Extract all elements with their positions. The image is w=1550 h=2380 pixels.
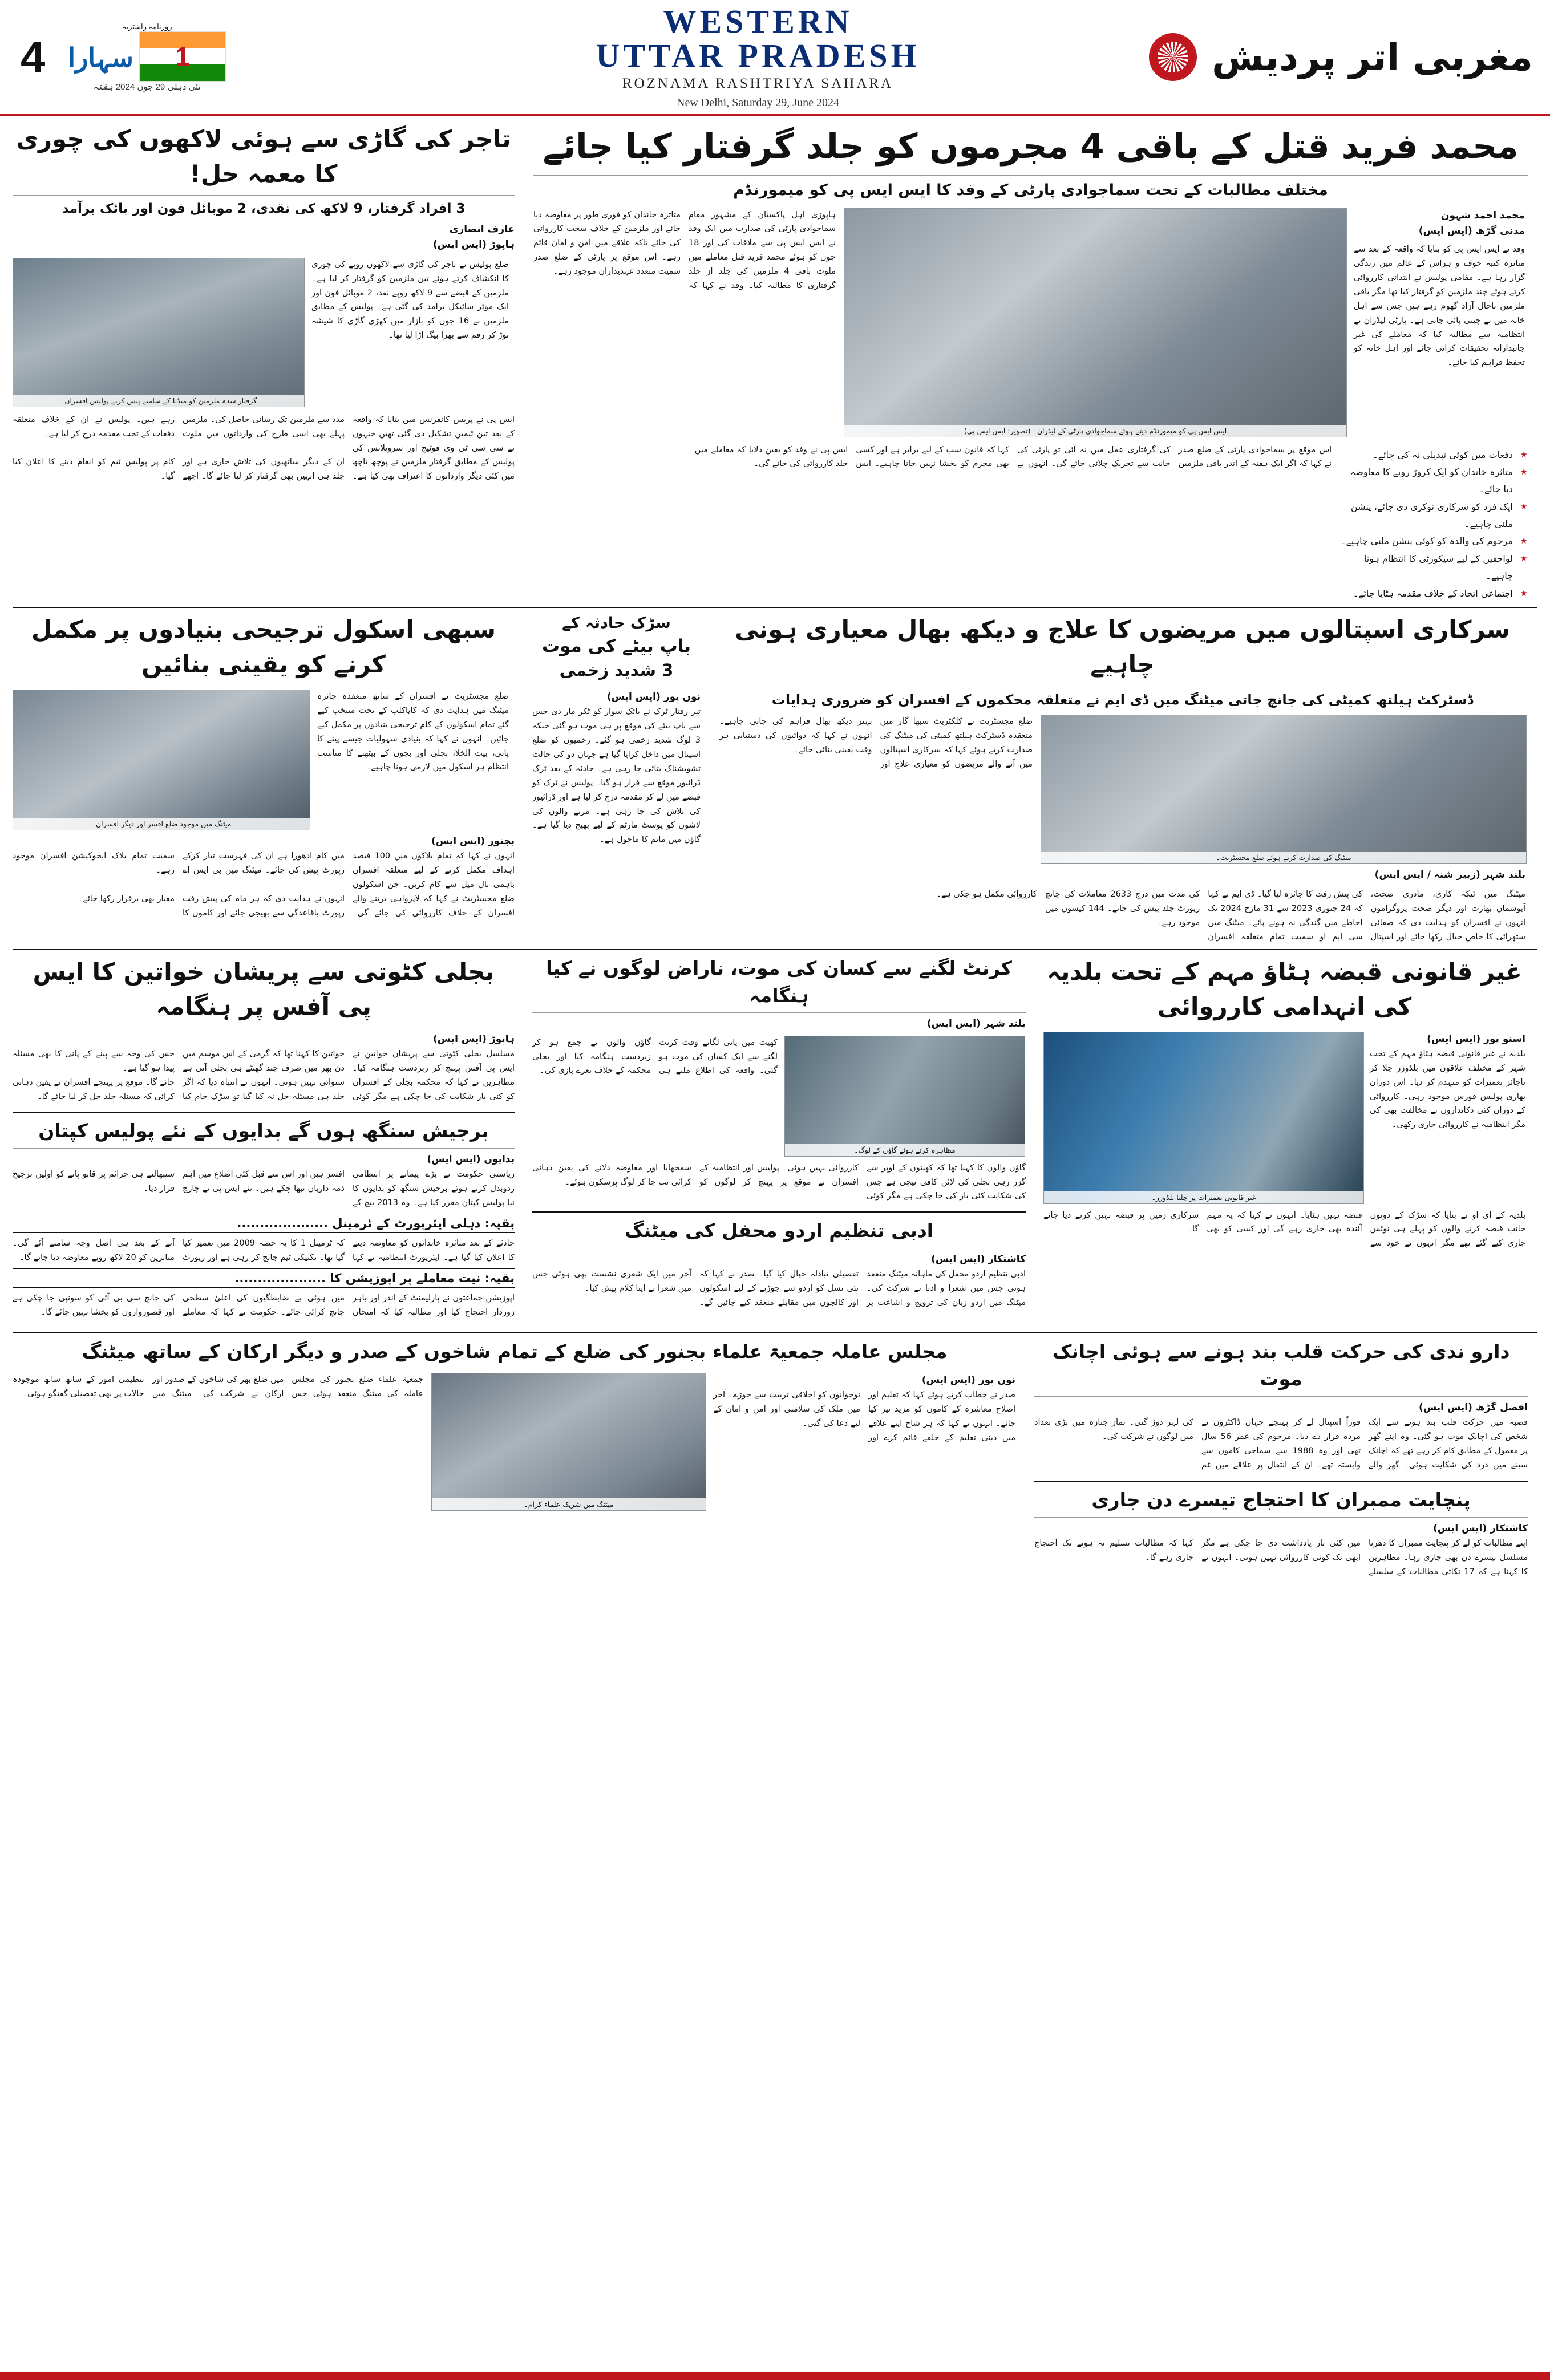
accident-headline-1: سڑک حادثہ کے	[562, 614, 671, 632]
bulldozer-headline: غیر قانونی قبضہ ہٹاؤ مہم کے تحت بلدیہ کی انہدامی کارروائی	[1047, 957, 1522, 1020]
electric-body-1: مسلسل بجلی کٹوتی سے پریشان خواتین نے ایس پی آفس پہنچ کر زبردست ہنگامہ کیا۔ خواتین کا کہنا تھا کہ گرمی کے اس موسم میں دن بھر میں صرف چند گھنٹے ہی بجلی آتی ہے جس کی وجہ سے پینے کے پانی کا بھی مسئلہ پیدا ہو گیا ہے۔	[13, 1049, 515, 1073]
second-block	[13, 613, 1537, 944]
police-headline: برجیش سنگھ ہوں گے بدایوں کے نئے پولیس کپتان	[38, 1120, 489, 1142]
demand-item: ★ متاثرہ خاندان کو ایک کروڑ روپے کا معاوضہ دیا جائے۔	[1339, 464, 1528, 498]
bulldozer-photo	[1043, 1032, 1364, 1204]
accident-headline-3: 3 شدید زخمی	[559, 660, 674, 680]
third-block	[13, 955, 1537, 1328]
masthead-center	[434, 5, 1082, 109]
police-body: ریاستی حکومت نے بڑے پیمانے پر انتظامی ردوبدل کرتے ہوئے برجیش سنگھ کو بدایوں کا نیا پولیس کپتان مقرر کیا ہے۔ وہ 2013 بیچ کے افسر ہیں اور اس سے قبل کئی اضلاع میں اہم ذمہ داریاں نبھا چکے ہیں۔ نئے ایس پی نے چارج سنبھالتے ہی جرائم پر قابو پانے کو اولین ترجیح قرار دیا۔	[13, 1170, 515, 1208]
masthead	[0, 0, 1550, 116]
accident-dateline: نوں پور (ایس ایس)	[606, 691, 701, 703]
hospital-photo-caption: میٹنگ کی صدارت کرتے ہوئے ضلع مجسٹریٹ۔	[1041, 852, 1526, 863]
panchayat-body: اپنے مطالبات کو لے کر پنچایت ممبران کا دھرنا مسلسل تیسرے دن بھی جاری رہا۔ مظاہرین کا کہنا ہے کہ 17 نکاتی مطالبات کے سلسلے میں کئی بار یادداشت دی جا چکی ہے مگر ابھی تک کوئی کارروائی نہیں ہوئی۔ انہوں نے کہا کہ مطالبات تسلیم نہ ہونے تک احتجاج جاری رہے گا۔	[1034, 1538, 1528, 1576]
page-content	[0, 116, 1550, 1599]
lead-body-3: اس موقع پر سماجوادی پارٹی کے ضلع صدر نے کہا کہ اگر ایک ہفتہ کے اندر باقی ملزمین کی گرفتاری عمل میں نہ آئی تو پارٹی کی جانب سے تحریک چلائی جائے گی۔ انہوں نے کہا کہ قانون سب کے لیے برابر ہے اور کسی بھی مجرم کو بخشا نہیں جانا چاہیے۔ ایس ایس پی نے وفد کو یقین دلایا کہ معاملے میں جلد کارروائی کی جائے گی۔	[694, 445, 1332, 469]
current-photo	[784, 1036, 1025, 1157]
ulema-byline: نوں پور (ایس ایس)	[921, 1374, 1015, 1386]
continuation-body-1: حادثے کے بعد متاثرہ خاندانوں کو معاوضہ دینے کا اعلان کیا گیا ہے۔ ایئرپورٹ انتظامیہ نے کہا کہ ٹرمینل 1 کا یہ حصہ 2009 میں تعمیر کیا گیا تھا۔ تکنیکی ٹیم جانچ کر رہی ہے اور رپورٹ آنے کے بعد ہی اصل وجہ سامنے آئے گی۔ متاثرین کو 20 لاکھ روپے معاوضہ دیا جائے گا۔	[13, 1239, 515, 1263]
sunburst-icon-left	[1149, 33, 1197, 81]
article-lead	[524, 122, 1528, 602]
literary-body: ادبی تنظیم اردو محفل کی ماہانہ میٹنگ منعقد ہوئی جس میں شعرا و ادبا نے شرکت کی۔ میٹنگ میں اردو زبان کی ترویج و اشاعت پر تفصیلی تبادلہ خیال کیا گیا۔ صدر نے کہا کہ نئی نسل کو اردو سے جوڑنے کے لیے اسکولوں اور کالجوں میں مقابلے منعقد کیے جائیں گے۔ آخر میں ایک شعری نشست بھی ہوئی جس میں شعرا نے اپنا کلام پیش کیا۔	[532, 1270, 1026, 1308]
panchayat-byline: کاشتکار (ایس ایس)	[1433, 1522, 1528, 1534]
article-police	[13, 1117, 515, 1320]
police-byline: بدایوں (ایس ایس)	[427, 1154, 515, 1166]
hospital-photo	[1041, 715, 1527, 864]
page-number: 4	[21, 32, 46, 82]
article-heart	[1034, 1338, 1528, 1473]
school-photo-caption: میٹنگ میں موجود ضلع افسر اور دیگر افسران۔	[13, 818, 310, 830]
top-block	[13, 122, 1537, 602]
article-ulema	[13, 1338, 1017, 1587]
article-accident	[524, 613, 701, 944]
demand-item: ★ دفعات میں کوئی تبدیلی نہ کی جائے۔	[1339, 447, 1528, 464]
lead-photo	[844, 208, 1347, 437]
lead-dateline: مدنی گڑھ (ایس ایس)	[1418, 225, 1525, 237]
hospital-headline: سرکاری اسپتالوں میں مریضوں کا علاج و دیکھ بھال معیاری ہونی چاہیے	[735, 615, 1510, 678]
current-body-1: کھیت میں پانی لگاتے وقت کرنٹ لگنے سے ایک کسان کی موت ہو گئی۔ واقعہ کی اطلاع ملتے ہی گاؤں والوں نے جمع ہو کر زبردست ہنگامہ کیا اور بجلی محکمہ کے خلاف نعرے بازی کی۔	[532, 1037, 778, 1076]
left-column-stack	[13, 955, 515, 1328]
hospital-body-1: ضلع مجسٹریٹ نے کلکٹریٹ سبھا گار میں منعقدہ ڈسٹرکٹ ہیلتھ کمیٹی کی میٹنگ کی صدارت کرتے ہوئے کہا کہ سرکاری اسپتالوں میں آنے والے مریضوں کو معیاری علاج اور بہتر دیکھ بھال فراہم کی جانی چاہیے۔ انہوں نے کہا کہ دوائیوں کی دستیابی ہر وقت یقینی بنائی جائے۔	[719, 716, 1033, 769]
english-title-line1: WESTERN	[663, 3, 853, 40]
ulema-headline: مجلس عاملہ جمعیۃ علماء بجنور کی ضلع کے تمام شاخوں کے صدر و دیگر ارکان کے ساتھ میٹنگ	[82, 1340, 948, 1363]
electric-byline: ہاپوڑ (ایس ایس)	[432, 1033, 515, 1045]
english-subtitle: ROZNAMA RASHTRIYA SAHARA	[622, 75, 894, 91]
lead-subhead: مختلف مطالبات کے تحت سماجوادی پارٹی کے وفد کا ایس ایس پی کو میمورنڈم	[733, 181, 1328, 199]
lead-body-1: ہاپوڑی اہل پاکستان کے مشہور مقام سماجوادی پارٹی کی صدارت میں ایک وفد نے ایس ایس پی سے ملاقات کی اور 18 جون کو ہوئے محمد فرید قتل معاملے میں ملوث باقی 4 ملزمین کی جلد از جلد گرفتاری کا مطالبہ کیا۔ وفد نے کہا کہ متاثرہ خاندان کو فوری طور پر معاوضہ دیا جائے اور ملزمین کے خلاف سخت کارروائی کی جائے تاکہ علاقے میں امن و امان قائم رہے۔ اس موقع پر پارٹی کے ضلع صدر سمیت متعدد عہدیداران موجود رہے۔	[533, 210, 836, 291]
theft-headline: تاجر کی گاڑی سے ہوئی لاکھوں کی چوری کا معمہ حل!	[16, 125, 511, 188]
urdu-region-title: مغربی اتر پردیش	[1212, 35, 1533, 79]
lead-byline: محمد احمد شہون	[1441, 209, 1525, 221]
bottom-block	[13, 1338, 1537, 1587]
article-hospital	[710, 613, 1525, 944]
school-photo	[13, 690, 310, 830]
bulldozer-byline: اسنو پور (ایس ایس)	[1427, 1033, 1525, 1045]
heart-byline: افضل گڑھ (ایس ایس)	[1418, 1401, 1528, 1413]
english-date: New Delhi, Saturday 29, June 2024	[677, 96, 839, 109]
tricolor-flag-icon	[139, 31, 226, 82]
theft-dateline: ہاپوڑ (ایس ایس)	[432, 239, 515, 251]
theft-photo	[13, 258, 305, 407]
article-panchayat	[1034, 1486, 1528, 1579]
school-body-2: انہوں نے کہا کہ تمام بلاکوں میں 100 فیصد اہداف مکمل کرنے کے لیے متعلقہ افسران باہمی تال میل سے کام کریں۔ جن اسکولوں میں کام ادھورا ہے ان کی فہرست تیار کرکے رپورٹ پیش کی جائے۔ میٹنگ میں بی ایس اے سمیت تمام بلاک ایجوکیشن افسران موجود رہے۔	[13, 851, 515, 889]
heart-body: قصبہ میں حرکت قلب بند ہونے سے ایک شخص کی اچانک موت ہو گئی۔ وہ اپنے گھر پر معمول کے مطابق کام کر رہے تھے کہ اچانک سینے میں درد کی شکایت ہوئی۔ گھر والے فوراً اسپتال لے کر پہنچے جہاں ڈاکٹروں نے مردہ قرار دے دیا۔ مرحوم کی عمر 56 سال تھی اور وہ 1988 سے سماجی کاموں سے وابستہ تھے۔ ان کے انتقال پر علاقے میں غم کی لہر دوڑ گئی۔ نماز جنازہ میں بڑی تعداد میں لوگوں نے شرکت کی۔	[1034, 1417, 1528, 1470]
footer-color-bar	[0, 2372, 1550, 2380]
article-theft	[13, 122, 515, 602]
accident-headline-2: باپ بیٹے کی موت	[541, 635, 691, 656]
bulldozer-body-2: بلدیہ کے ای او نے بتایا کہ سڑک کے دونوں جانب قبضہ کرنے والوں کو پہلے ہی نوٹس جاری کیے گئے تھے مگر انہوں نے خود سے قبضہ نہیں ہٹایا۔ انہوں نے کہا کہ یہ مہم آئندہ بھی جاری رہے گی اور کسی کو بھی سرکاری زمین پر قبضہ نہیں کرنے دیا جائے گا۔	[1043, 1210, 1525, 1248]
demand-item: ★ لواحقین کے لیے سیکورٹی کا انتظام ہونا چاہیے۔	[1339, 550, 1528, 585]
lead-headline: محمد فرید قتل کے باقی 4 مجرموں کو جلد گرفتار کیا جائے	[543, 127, 1519, 167]
masthead-right	[1082, 33, 1550, 81]
lead-photo-caption: ایس ایس پی کو میمورنڈم دیتے ہوئے سماجوادی پارٹی کے لیڈران۔ (تصویر: ایس ایس پی)	[844, 425, 1346, 437]
middle-column-stack	[524, 955, 1026, 1328]
ulema-photo-caption: میٹنگ میں شریک علماء کرام۔	[432, 1498, 706, 1510]
logo-urdu-title: سہارا	[68, 43, 133, 72]
current-headline: کرنٹ لگنے سے کسان کی موت، ناراض لوگوں نے کیا ہنگامہ	[546, 956, 1012, 1007]
article-electric	[13, 955, 515, 1104]
ulema-body-1: جمعیۃ علماء ضلع بجنور کی مجلس عاملہ کی میٹنگ منعقد ہوئی جس میں ضلع بھر کی شاخوں کے صدور اور ارکان نے شرکت کی۔ میٹنگ میں تنظیمی امور کے ساتھ ساتھ موجودہ حالات پر بھی تفصیلی گفتگو ہوئی۔	[13, 1375, 423, 1398]
theft-body-1: ضلع پولیس نے تاجر کی گاڑی سے لاکھوں روپے کی چوری کا انکشاف کرتے ہوئے تین ملزمین کو گرفتار کر لیا ہے۔ ملزمین کے قبضے سے 9 لاکھ روپے نقد، 2 موبائل فون اور ایک موٹر سائیکل برآمد کی گئی ہے۔ پولیس کے مطابق ملزمین نے 16 جون کو بازار میں کھڑی گاڑی کا شیشہ توڑ کر رقم سے بھرا بیگ اڑا لیا تھا۔	[311, 260, 509, 340]
theft-byline: عارف انصاری	[449, 224, 515, 236]
current-byline: بلند شہر (ایس ایس)	[926, 1018, 1026, 1030]
school-byline: بجنور (ایس ایس)	[431, 835, 515, 847]
lead-demands-list	[1339, 447, 1528, 603]
publication-logo	[68, 22, 226, 92]
demand-item: ★ اجتماعی اتحاد کے خلاف مقدمہ ہٹایا جائے۔	[1339, 585, 1528, 602]
demand-item: ★ مرحوم کی والدہ کو کوئی پنشن ملنی چاہیے۔	[1339, 533, 1528, 550]
panchayat-headline: پنچایت ممبران کا احتجاج تیسرے دن جاری	[1091, 1488, 1471, 1511]
article-bulldozer	[1035, 955, 1525, 1328]
article-current	[532, 955, 1026, 1204]
lead-body-2: وفد نے ایس ایس پی کو بتایا کہ واقعہ کے بعد سے متاثرہ کنبہ خوف و ہراس کے عالم میں زندگی گزار رہا ہے۔ مقامی پولیس نے ابتدائی کارروائی کرتے ہوئے چند ملزمین کو گرفتار کیا تھا مگر باقی ملزمین تاحال آزاد گھوم رہے ہیں جس سے اہل خانہ میں بے چینی پائی جاتی ہے۔ پارٹی لیڈران نے انتظامیہ سے مطالبہ کیا کہ معاملے کی غیر جانبدارانہ تحقیقات کرائی جائے اور اہل خانہ کو تحفظ فراہم کیا جائے۔	[1354, 244, 1525, 368]
hospital-body-2: میٹنگ میں ٹیکہ کاری، مادری صحت، آیوشمان بھارت اور دیگر صحت پروگراموں کی پیش رفت کا جائزہ لیا گیا۔ ڈی ایم نے کہا کہ 24 جنوری 2023 سے 31 مارچ 2024 تک کی مدت میں درج 2633 معاملات کی جانچ رپورٹ جلد پیش کی جائے۔ 144 کیسوں میں کارروائی مکمل ہو چکی ہے۔	[936, 889, 1525, 913]
theft-photo-caption: گرفتار شدہ ملزمین کو میڈیا کے سامنے پیش کرتے پولیس افسران۔	[13, 395, 304, 407]
school-headline: سبھی اسکول ترجیحی بنیادوں پر مکمل کرنے کو یقینی بنائیں	[31, 615, 496, 678]
literary-headline: ادبی تنظیم اردو محفل کی میٹنگ	[624, 1219, 934, 1242]
article-school	[13, 613, 515, 944]
hospital-subhead: ڈسٹرکٹ ہیلتھ کمیٹی کی جانچ جاتی میٹنگ میں ڈی ایم نے متعلقہ محکموں کے افسران کو ضروری ہدایات	[771, 691, 1474, 708]
theft-subhead: 3 افراد گرفتار، 9 لاکھ کی نقدی، 2 موبائل فون اور بائک برآمد	[62, 201, 466, 216]
theft-body-2: ایس پی نے پریس کانفرنس میں بتایا کہ واقعہ کے بعد تین ٹیمیں تشکیل دی گئی تھیں جنہوں نے سی سی ٹی وی فوٹیج اور سرویلانس کی مدد سے ملزمین تک رسائی حاصل کی۔ ملزمین پہلے بھی اسی طرح کی وارداتوں میں ملوث رہے ہیں۔ پولیس نے ان کے خلاف متعلقہ دفعات کے تحت مقدمہ درج کر لیا ہے۔	[13, 415, 515, 453]
school-body-1: ضلع مجسٹریٹ نے افسران کے ساتھ منعقدہ جائزہ میٹنگ میں ہدایت دی کہ کایاکلپ کے تحت منتخب کیے گئے تمام اسکولوں کے کام ترجیحی بنیادوں پر مکمل کیے جائیں۔ انہوں نے کہا کہ بنیادی سہولیات جیسے پینے کا پانی، بیت الخلا، بجلی اور بچوں کے بیٹھنے کا مناسب انتظام ہر اسکول میں لازمی ہونا چاہیے۔	[317, 691, 509, 772]
school-body-3: ضلع مجسٹریٹ نے کہا کہ لاپرواہی برتنے والے افسران کے خلاف کارروائی کی جائے گی۔ انہوں نے ہدایت دی کہ ہر ماہ کی پیش رفت رپورٹ باقاعدگی سے بھیجی جائے اور کاموں کا معیار بھی برقرار رکھا جائے۔	[78, 894, 515, 918]
continuation-heading-1: بقیہ: دہلی ایئرپورٹ کے ٹرمینل ....................	[13, 1214, 515, 1233]
english-title-line2: UTTAR PRADESH	[596, 37, 920, 74]
article-literary	[532, 1217, 1026, 1310]
theft-body-3: پولیس کے مطابق گرفتار ملزمین نے پوچھ تاچھ میں کئی دیگر وارداتوں کا اعتراف بھی کیا ہے۔ ان کے دیگر ساتھیوں کی تلاش جاری ہے اور جلد ہی انہیں بھی گرفتار کر لیا جائے گا۔ اچھے کام پر پولیس ٹیم کو انعام دینے کا اعلان کیا گیا۔	[13, 457, 515, 481]
ulema-body-2: صدر نے خطاب کرتے ہوئے کہا کہ تعلیم اور اصلاح معاشرہ کے کاموں کو مزید تیز کیا جائے۔ انہوں نے کہا کہ ہر شاخ اپنے علاقے میں دینی تعلیم کے حلقے قائم کرے اور نوجوانوں کو اخلاقی تربیت سے جوڑے۔ آخر میں ملک کی سلامتی اور امن و امان کے لیے دعا کی گئی۔	[713, 1390, 1015, 1442]
logo-line: روزنامہ راشٹریہ	[122, 22, 172, 31]
bulldozer-photo-caption: غیر قانونی تعمیرات پر چلتا بلڈوزر۔	[1044, 1191, 1363, 1203]
heart-headline: دارو ندی کی حرکت قلب بند ہونے سے ہوئی اچانک موت	[1052, 1340, 1510, 1390]
literary-byline: کاشتکار (ایس ایس)	[931, 1254, 1026, 1266]
electric-body-2: مظاہرین نے کہا کہ محکمہ بجلی کے افسران کو کئی بار شکایت کی جا چکی ہے مگر کوئی سنوائی نہیں ہوتی۔ انہوں نے انتباہ دیا کہ اگر جلد ہی مسئلہ حل نہ کیا گیا تو سڑک جام کیا جائے گا۔ موقع پر پہنچے افسران نے یقین دہانی کرائی کہ مسئلہ جلد حل کر لیا جائے گا۔	[13, 1077, 515, 1101]
continuation-heading-2: بقیہ: نیت معاملے پر اپوزیشن کا ....................	[13, 1268, 515, 1288]
hospital-body-3: انہوں نے افسران کو ہدایت دی کہ صفائی ستھرائی کا خاص خیال رکھا جائے اور اسپتال احاطے میں گندگی نہ ہونے پائے۔ میٹنگ میں سی ایم او سمیت تمام متعلقہ افسران موجود رہے۔	[1156, 918, 1525, 942]
right-bottom-stack	[1026, 1338, 1528, 1587]
electric-headline: بجلی کٹوتی سے پریشان خواتین کا ایس پی آفس پر ہنگامہ	[33, 957, 495, 1020]
logo-edition-date: نئی دہلی 29 جون 2024 ہفتہ	[93, 82, 201, 92]
current-photo-caption: مظاہرہ کرتے ہوئے گاؤں کے لوگ۔	[785, 1144, 1025, 1156]
continuation-body-2: اپوزیشن جماعتوں نے پارلیمنٹ کے اندر اور باہر زوردار احتجاج کیا اور مطالبہ کیا کہ امتحان میں ہوئی بے ضابطگیوں کی اعلیٰ سطحی جانچ کرائی جائے۔ حکومت نے کہا کہ معاملے کی جانچ سی بی آئی کو سونپی جا چکی ہے اور قصورواروں کو بخشا نہیں جائے گا۔	[13, 1294, 515, 1317]
demand-item: ★ ایک فرد کو سرکاری نوکری دی جائے، پنشن ملنی چاہیے۔	[1339, 498, 1528, 533]
accident-body: تیز رفتار ٹرک نے بائک سوار کو ٹکر مار دی جس سے باپ بیٹے کی موقع پر ہی موت ہو گئی جبکہ 3 لوگ شدید زخمی ہو گئے۔ زخمیوں کو ضلع اسپتال میں داخل کرایا گیا ہے جہاں دو کی حالت تشویشناک بتائی جا رہی ہے۔ حادثہ کے بعد ٹرک ڈرائیور موقع سے فرار ہو گیا۔ پولیس نے ٹرک کو قبضے میں لے کر مقدمہ درج کر لیا ہے اور ڈرائیور کی تلاش کی جا رہی ہے۔ مرنے والوں کی لاشوں کو پوسٹ مارٹم کے لیے بھیج دیا گیا ہے۔ گاؤں میں ماتم کا ماحول ہے۔	[532, 707, 701, 845]
hospital-byline: بلند شہر (زبیر شنہ / ایس ایس)	[1374, 869, 1525, 881]
current-body-2: گاؤں والوں کا کہنا تھا کہ کھیتوں کے اوپر سے گزر رہی بجلی کی لائن کافی نیچی ہے جس کی شکایت کئی بار کی جا چکی ہے مگر کوئی کارروائی نہیں ہوئی۔ پولیس اور انتظامیہ کے افسران نے موقع پر پہنچ کر لوگوں کو سمجھایا اور معاوضہ دلانے کی یقین دہانی کرائی تب جا کر لوگ پرسکون ہوئے۔	[532, 1163, 1026, 1201]
bulldozer-body-1: بلدیہ نے غیر قانونی قبضہ ہٹاؤ مہم کے تحت شہر کے مختلف علاقوں میں بلڈوزر چلا کر ناجائز تعمیرات کو منہدم کر دیا۔ اس دوران بھاری پولیس فورس موجود رہی۔ کارروائی کے دوران کئی دکانداروں نے مخالفت بھی کی مگر انتظامیہ نے کارروائی جاری رکھی۔	[1370, 1049, 1525, 1130]
masthead-left	[0, 22, 434, 92]
ulema-photo	[431, 1373, 706, 1511]
